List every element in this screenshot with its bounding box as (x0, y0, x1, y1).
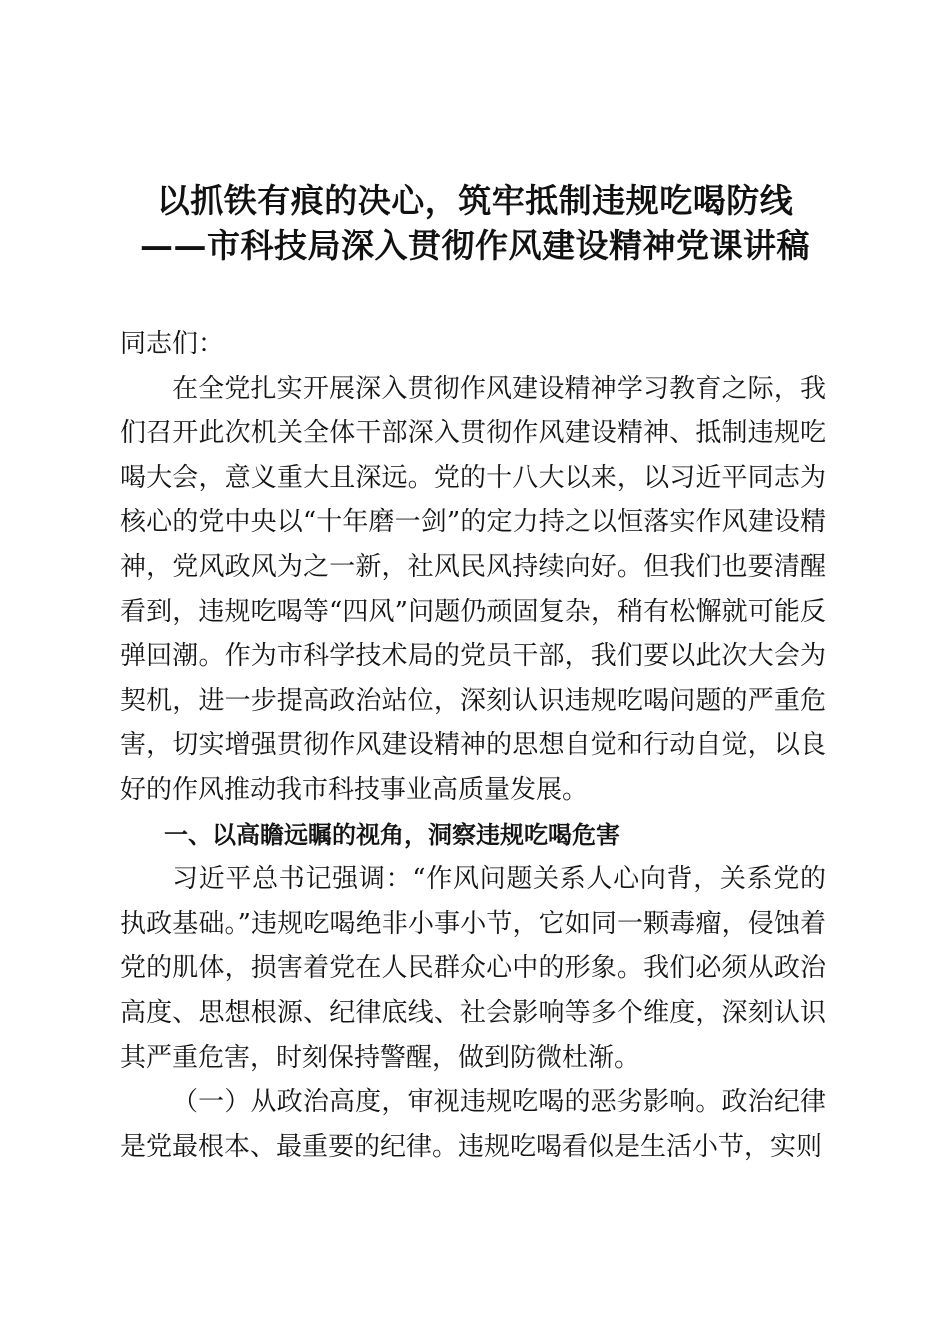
document-body (120, 322, 826, 1169)
subsection-1-paragraph (120, 1080, 826, 1169)
greeting: 同志们： (120, 329, 225, 359)
document-title (100, 178, 850, 268)
section-heading-1: 一、以高瞻远瞩的视角，洞察违规吃喝危害 (164, 820, 620, 849)
intro-paragraph: 在全党扎实开展深入贯彻作风建设精神学习教育之际，我们召开此次机关全体干部深入贯彻作风建设精神、抵制违规吃喝大会，意义重大且深远。党的十八大以来，以习近平同志为核心的党中央以“十年磨一剑”的定力持之以恒落实作风建设精神，党风政风为之一新，社风民风持续向好。但我们也要清醒看到，违规吃喝等“四风”问题仍顽固复杂，稍有松懈就可能反弹回潮。作为市科学技术局的党员干部，我们要以此次大会为契机，进一步提高政治站位，深刻认识违规吃喝问题的严重危害，切实增强贯彻作风建设精神的思想自觉和行动自觉，以良好的作风推动我市科技事业高质量发展。 (120, 373, 826, 805)
title-subtitle: ——市科技局深入贯彻作风建设精神党课讲稿 (140, 226, 810, 265)
subsection-1-text: 政治纪律是党最根本、最重要的纪律。违规吃喝看似是生活小节，实则 (120, 1087, 826, 1162)
subsection-1-lead: （一）从政治高度，审视违规吃喝的恶劣影响。 (172, 1087, 722, 1118)
title-main: 以抓铁有痕的决心，筑牢抵制违规吃喝防线 (156, 181, 794, 220)
section-1-paragraph: 习近平总书记强调：“作风问题关系人心向背，关系党的执政基础。”违规吃喝绝非小事小节，它如同一颗毒瘤，侵蚀着党的肌体，损害着党在人民群众心中的形象。我们必须从政治高度、思想根源、纪律底线、社会影响等多个维度，深刻认识其严重危害，时刻保持警醒，做到防微杜渐。 (120, 864, 826, 1073)
